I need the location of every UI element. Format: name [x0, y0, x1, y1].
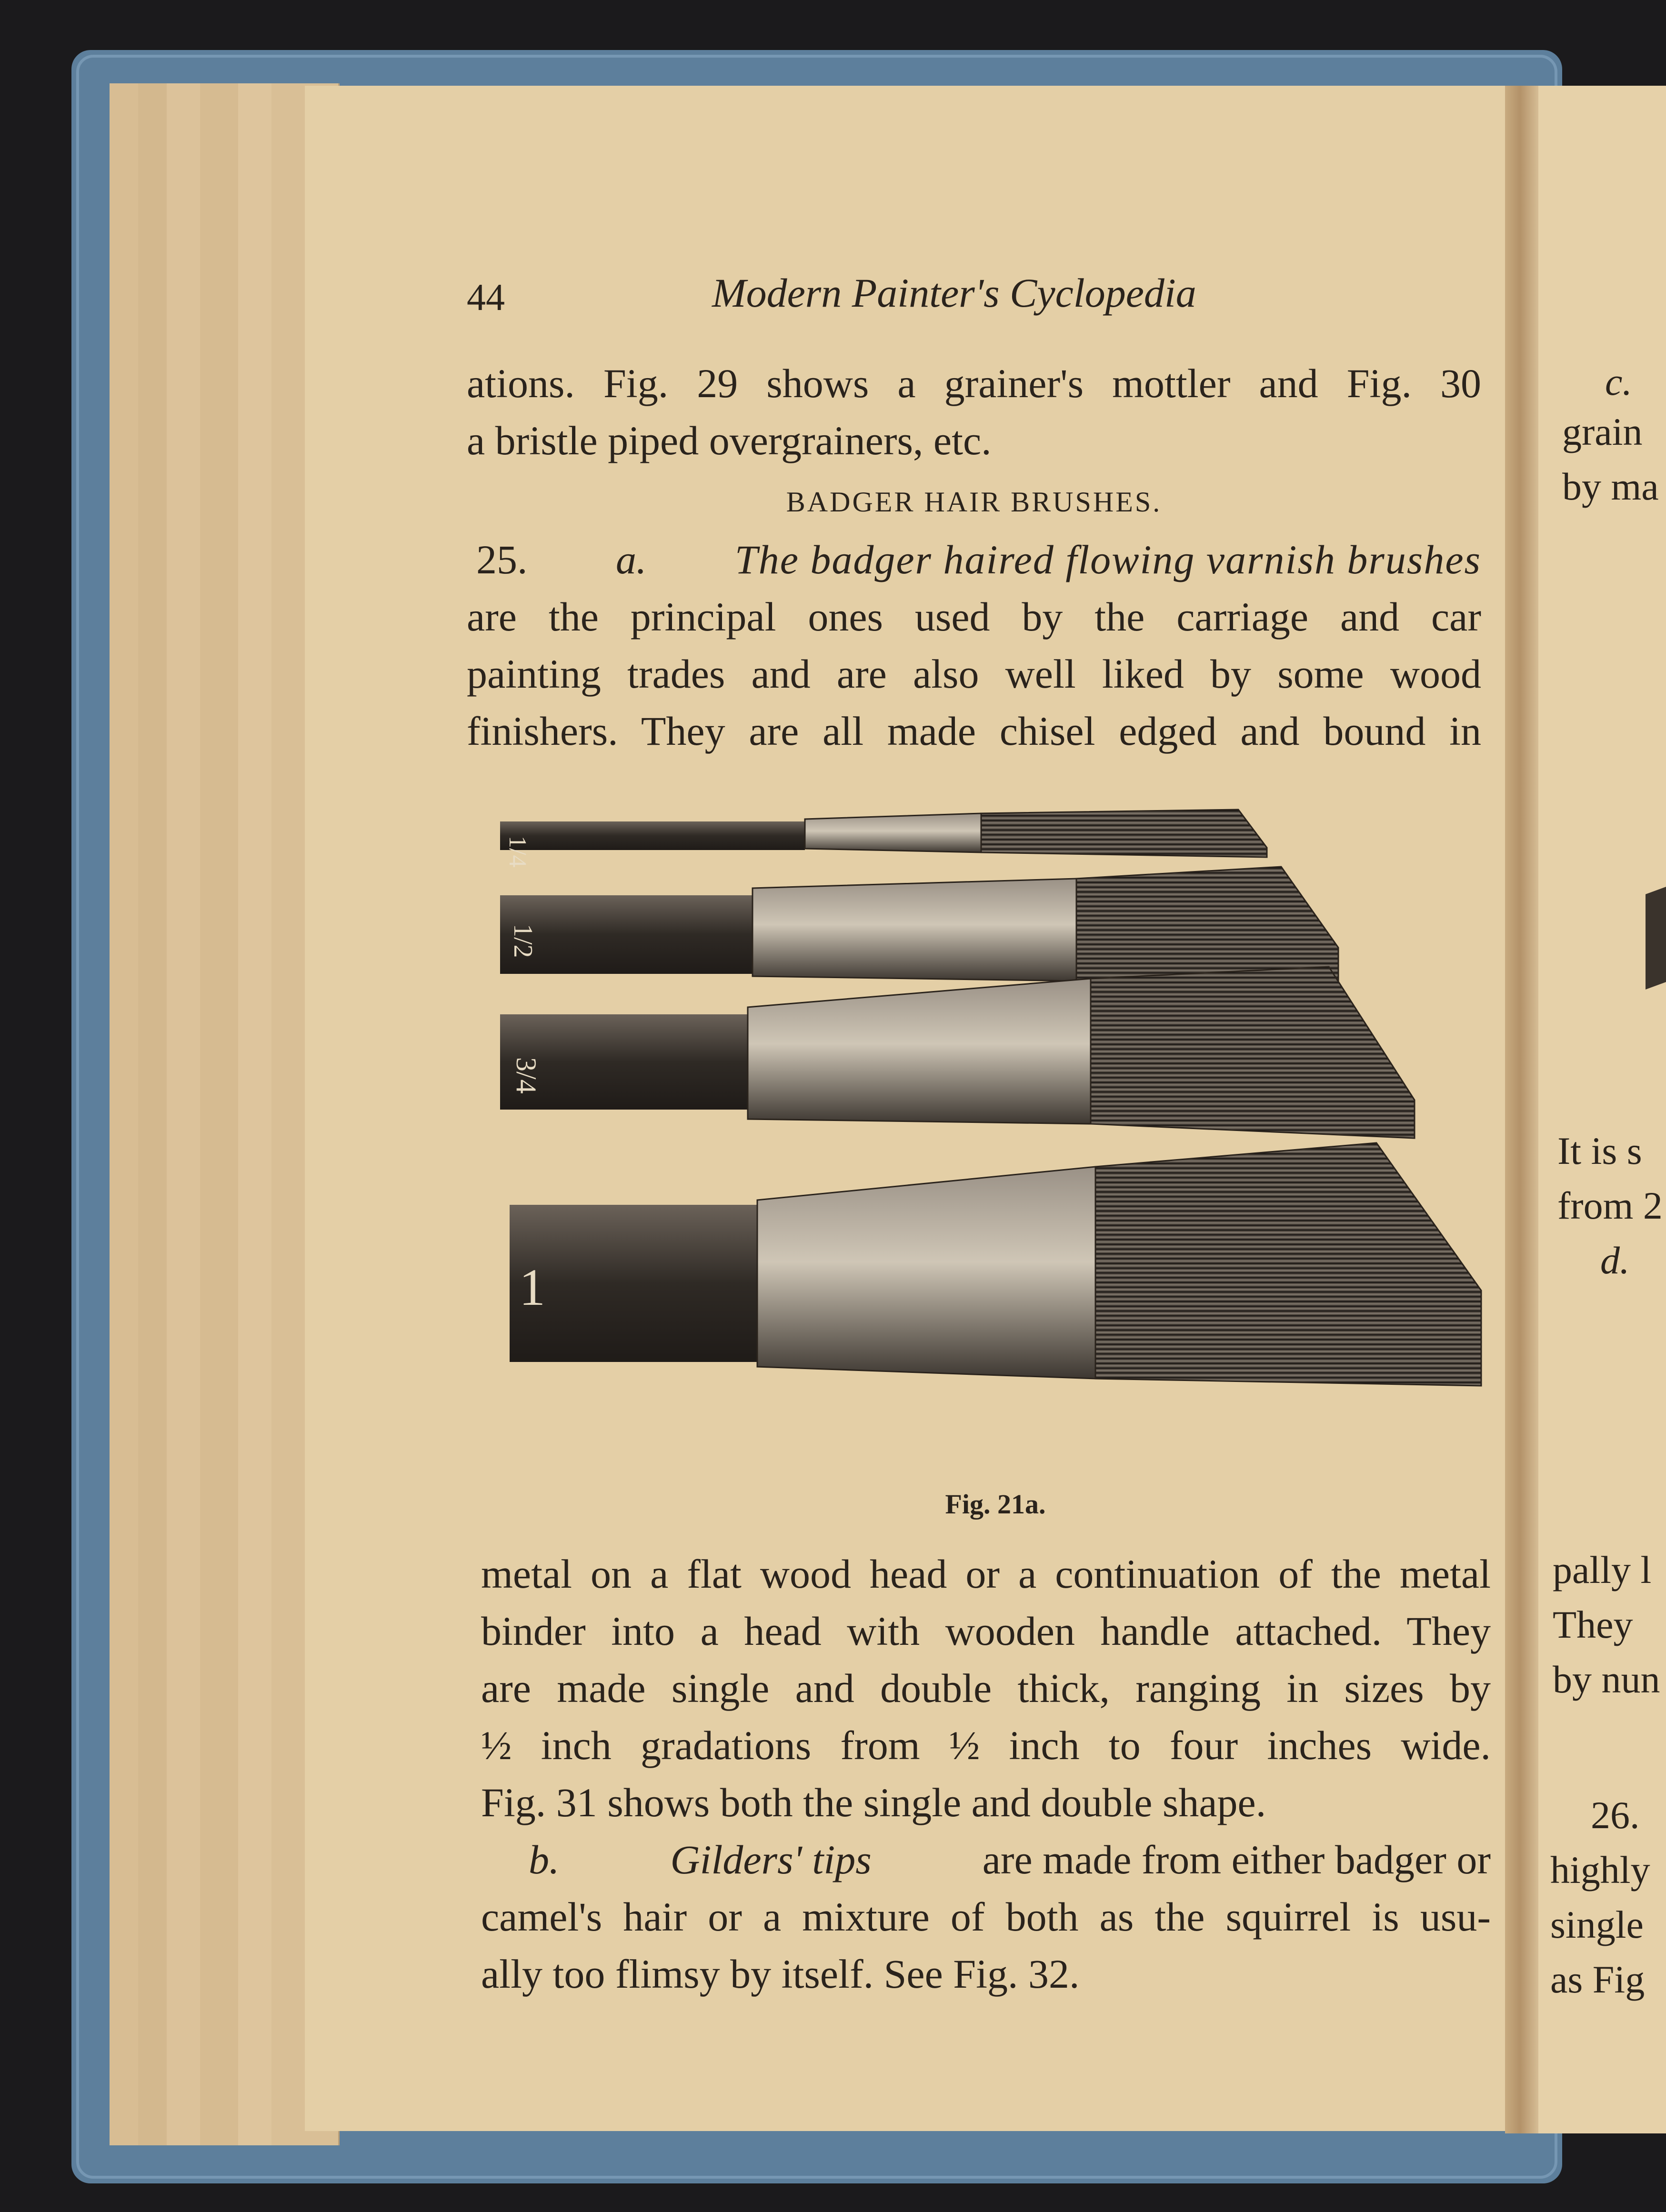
right-page-fragment: It is s [1557, 1129, 1642, 1172]
text-line: finishers. They are all made chisel edged and bound in [467, 708, 1481, 754]
right-page-fragment: by ma [1562, 465, 1659, 508]
paragraph-title: Gilders' tips [670, 1837, 872, 1882]
book-gutter [1505, 86, 1538, 2133]
figure-caption: Fig. 21a. [945, 1489, 1046, 1520]
right-page-fragment: as Fig [1550, 1958, 1645, 2001]
right-page-fragment: c. [1605, 360, 1632, 403]
page-number: 44 [467, 277, 505, 319]
paragraph-title: The badger haired flowing varnish brushes [734, 537, 1481, 582]
brush-size-label: 1/2 [508, 924, 538, 958]
paragraph-b-first-line [529, 1836, 1491, 1883]
brush-one-inch [510, 1143, 1481, 1386]
running-title: Modern Painter's Cyclopedia [712, 270, 1196, 316]
right-page-fragment: They [1553, 1603, 1633, 1646]
right-page-fragment: d. [1600, 1239, 1630, 1282]
brush-quarter-inch [500, 810, 1267, 867]
text-line: Fig. 31 shows both the single and double shape. [481, 1780, 1266, 1825]
brush-illustration [500, 791, 1491, 1481]
brush-size-label: 1/4 [504, 836, 531, 868]
right-page-illustration-edge [1646, 887, 1666, 990]
text-line: metal on a flat wood head or a continuation of the metal [481, 1551, 1491, 1597]
text-line: camel's hair or a mixture of both as the squirrel is usu- [481, 1894, 1491, 1940]
text-line: a bristle piped overgrainers, etc. [467, 418, 992, 463]
right-page-fragment: grain [1562, 410, 1643, 453]
right-page-fragment: 26. [1591, 1793, 1640, 1837]
right-page-fragment: from 2 [1557, 1184, 1663, 1227]
text-line: ally too flimsy by itself. See Fig. 32. [481, 1951, 1080, 1997]
right-page-fragment: by nun [1553, 1658, 1660, 1701]
text-span: are made from either badger or [982, 1837, 1491, 1882]
right-page-fragment: single [1550, 1903, 1644, 1946]
paragraph-label: a. [615, 537, 647, 582]
text-line: painting trades and are also well liked by some wood [467, 651, 1481, 697]
text-line: ations. Fig. 29 shows a grainer's mottler and Fig. 30 [467, 360, 1481, 406]
right-page-fragment: highly [1550, 1848, 1650, 1892]
paragraph-label: b. [529, 1837, 560, 1882]
brush-three-quarter-inch [500, 967, 1415, 1138]
paragraph-25-first-line [476, 536, 1481, 583]
text-line: are made single and double thick, ranging in sizes by [481, 1665, 1491, 1711]
paragraph-number: 25. [476, 537, 528, 582]
text-line: ½ inch gradations from ½ inch to four inches wide. [481, 1722, 1491, 1768]
text-line: binder into a head with wooden handle attached. They [481, 1608, 1491, 1654]
brush-size-label: 1 [519, 1258, 545, 1316]
right-page-fragment: pally l [1553, 1548, 1652, 1591]
text-line: are the principal ones used by the carriage and car [467, 594, 1481, 640]
brush-size-label: 3/4 [511, 1057, 542, 1094]
section-heading: BADGER HAIR BRUSHES. [786, 486, 1162, 518]
